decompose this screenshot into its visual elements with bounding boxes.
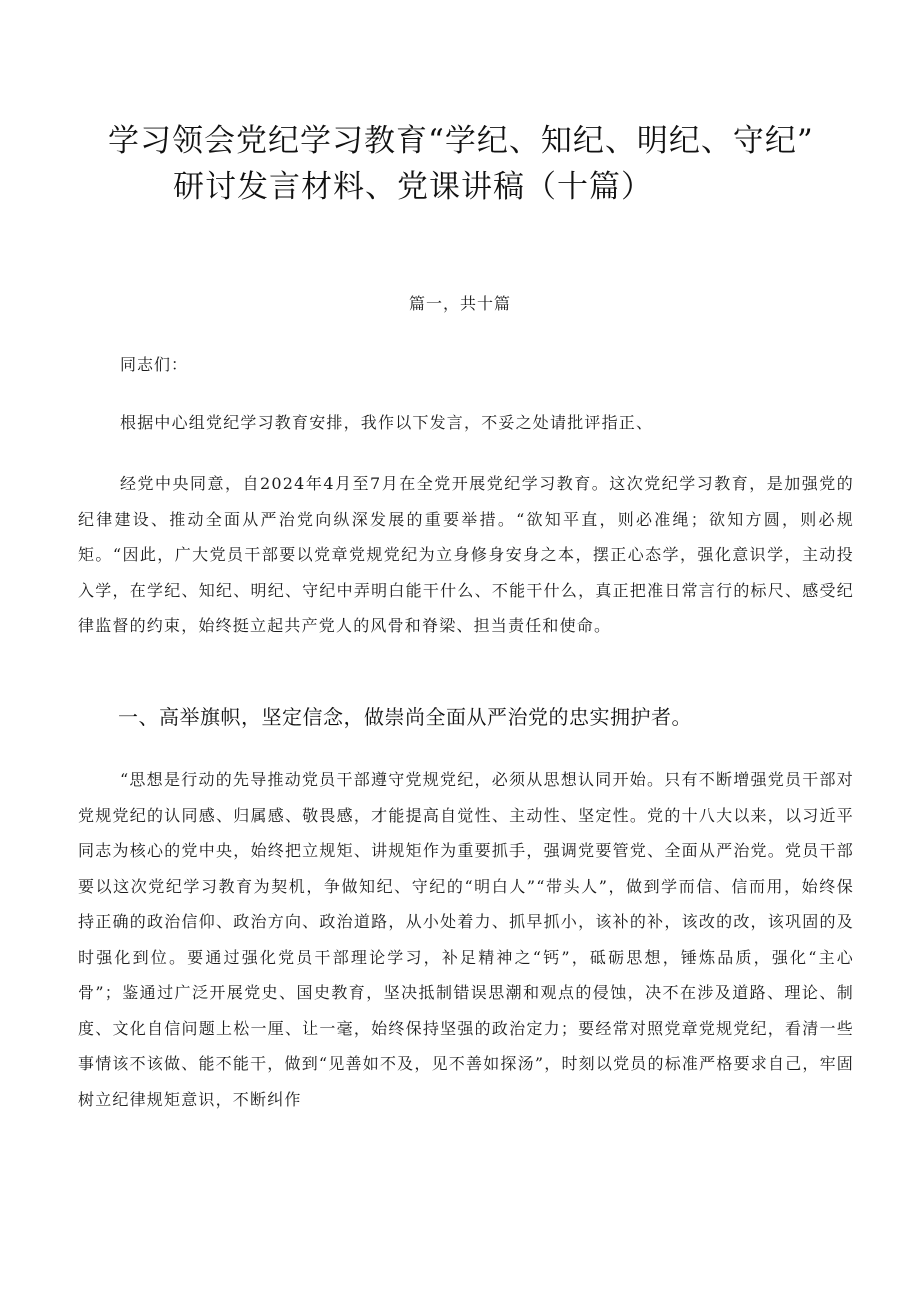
body-paragraph-2: “思想是行动的先导推动党员干部遵守党规党纪，必须从思想认同开始。只有不断增强党员干部对党规党纪的认同感、归属感、敬畏感，才能提高自觉性、主动性、坚定性。党的十八大以来，以习近平同志为核心的党中央，始终把立规矩、讲规矩作为重要抓手，强调党要管党、全面从严治党。党员干部要以这次党纪学习教育为契机，争做知纪、守纪的“明白人”“带头人”，做到学而信、信而用，始终保持正确的政治信仰、政治方向、政治道路，从小处着力、抓早抓小，该补的补，该改的改，该巩固的及时强化到位。要通过强化党员干部理论学习，补足精神之“钙”，砥砺思想，锤炼品质，强化“主心骨”；鉴通过广泛开展党史、国史教育，坚决抵制错误思潮和观点的侵蚀，决不在涉及道路、理论、制度、文化自信问题上松一厘、让一毫，始终保持坚强的政治定力；要经常对照党章党规党纪，看清一些事情该不该做、能不能干，做到“见善如不及，见不善如探汤”，时刻以党员的标准严格要求自己，牢固树立纪律规矩意识，不断纠作 xyxy=(78,770,854,1109)
section-heading-1: 一、高举旗帜，坚定信念，做崇尚全面从严治党的忠实拥护者。 xyxy=(118,705,692,729)
document-subtitle: 篇一，共十篇 xyxy=(408,294,511,313)
body-paragraph-1: 经党中央同意，自2024年4月至7月在全党开展党纪学习教育。这次党纪学习教育，是加强党的纪律建设、推动全面从严治党向纵深发展的重要举措。“欲知平直，则必准绳；欲知方圆，则必规矩。“因此，广大党员干部要以党章党规党纪为立身修身安身之本，摆正心态学，强化意识学，主动投入学，在学纪、知纪、明纪、守纪中弄明白能干什么、不能干什么，真正把准日常言行的标尺、感受纪律监督的约束，始终挺立起共产党人的风骨和脊梁、担当责任和使命。 xyxy=(78,474,854,635)
title-line-2: 研讨发言材料、党课讲稿（十篇） xyxy=(173,169,653,205)
title-line-1: 学习领会党纪学习教育“学纪、知纪、明纪、守纪” xyxy=(108,123,814,159)
salutation: 同志们： xyxy=(120,355,189,374)
document-title xyxy=(108,118,868,210)
intro-paragraph: 根据中心组党纪学习教育安排，我作以下发言，不妥之处请批评指正、 xyxy=(120,413,654,432)
